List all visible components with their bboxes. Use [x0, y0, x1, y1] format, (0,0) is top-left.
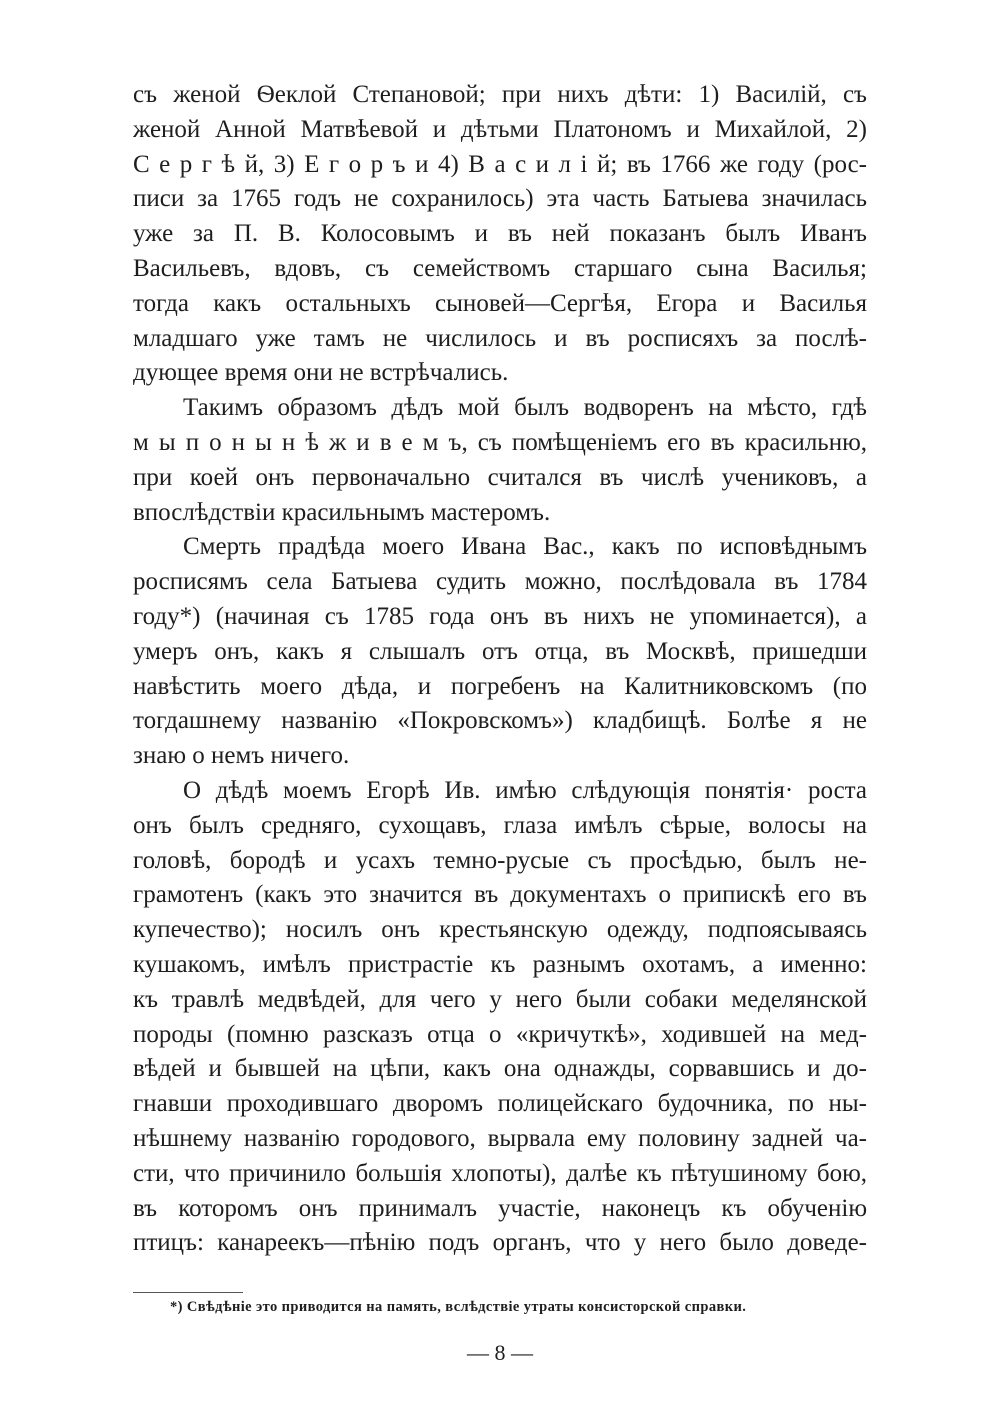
text-line: съ женой Ѳеклой Степановой; при нихъ дѣти: 1) Василій, съ [133, 81, 867, 108]
text-line: уже за П. В. Колосовымъ и въ ней показанъ былъ Иванъ [133, 220, 867, 248]
text-line: росписямъ села Батыева судить можно, послѣдовала въ 1784 [133, 568, 867, 596]
text-line: навѣстить моего дѣда, и погребенъ на Калитниковскомъ (по [133, 672, 867, 700]
text-line: при коей онъ первоначально считался въ числѣ учениковъ, а [133, 463, 867, 491]
text-line: женой Анной Матвѣевой и дѣтьми Платономъ и Михайлой, 2) [133, 115, 867, 143]
text-line: умеръ онъ, какъ я слышалъ отъ отца, въ Москвѣ, пришедши [133, 637, 867, 665]
text-line: С е р г ѣ й, 3) Е г о р ъ и 4) В а с и л і й; въ 1766 же году (рос- [133, 150, 867, 178]
text-line: сти, что причинило большія хлопоты), далѣе къ пѣтушиному бою, [133, 1159, 867, 1187]
paragraph-start-line: О дѣдѣ моемъ Егорѣ Ив. имѣю слѣдующія понятія· роста [183, 776, 867, 804]
footnote: *) Свѣдѣніе это приводится на память, вслѣдствіе утраты консисторской справки. [170, 1299, 747, 1315]
text-line: головѣ, бородѣ и усахъ темно-русые съ просѣдью, былъ не- [133, 846, 867, 874]
text-line: знаю о немъ ничего. [133, 742, 350, 770]
text-line: онъ былъ средняго, сухощавъ, глаза имѣлъ сѣрые, волосы на [133, 811, 867, 839]
text-line: впослѣдствіи красильнымъ мастеромъ. [133, 498, 551, 526]
footnote-divider [133, 1292, 243, 1293]
text-line: году*) (начиная съ 1785 года онъ въ нихъ не упоминается), а [133, 602, 867, 630]
text-line: къ травлѣ медвѣдей, для чего у него были собаки меделянской [133, 985, 867, 1013]
text-line: птицъ: канареекъ—пѣнію подъ органъ, что у него было доведе- [133, 1229, 867, 1257]
text-line: грамотенъ (какъ это значится въ документахъ о припискѣ его въ [133, 881, 867, 909]
text-line: м ы п о н ы н ѣ ж и в е м ъ, съ помѣщеніемъ его въ красильню, [133, 428, 867, 456]
text-line: тогдашнему названію «Покровскомъ») кладбищѣ. Болѣе я не [133, 707, 867, 735]
text-line: купечество); носилъ онъ крестьянскую одежду, подпоясываясь [133, 916, 867, 944]
text-line: въ которомъ онъ принималъ участіе, наконецъ къ обученію [133, 1194, 867, 1222]
text-line: писи за 1765 годъ не сохранилось) эта часть Батыева значилась [133, 185, 867, 213]
text-line: Васильевъ, вдовъ, съ семействомъ старшаго сына Василья; [133, 254, 867, 282]
page-number: — 8 — [467, 1340, 533, 1365]
body-text [133, 78, 867, 1261]
text-line: породы (помню разсказъ отца о «кричуткѣ», ходившей на мед- [133, 1020, 867, 1048]
text-line: дующее время они не встрѣчались. [133, 359, 509, 387]
text-line: вѣдей и бывшей на цѣпи, какъ она однажды, сорвавшись и до- [133, 1055, 867, 1083]
text-line: гнавши проходившаго дворомъ полицейскаго будочника, по ны- [133, 1090, 867, 1118]
text-line: тогда какъ остальныхъ сыновей—Сергѣя, Егора и Василья [133, 289, 867, 317]
text-line: нѣшнему названію городового, вырвала ему половину задней ча- [133, 1124, 867, 1152]
text-line: кушакомъ, имѣлъ пристрастіе къ разнымъ охотамъ, а именно: [133, 950, 867, 978]
paragraph-start-line: Смерть прадѣда моего Ивана Вас., какъ по исповѣднымъ [183, 533, 867, 561]
paragraph-start-line: Такимъ образомъ дѣдъ мой былъ водворенъ на мѣсто, гдѣ [183, 394, 867, 422]
text-line: младшаго уже тамъ не числилось и въ росписяхъ за послѣ- [133, 324, 867, 352]
